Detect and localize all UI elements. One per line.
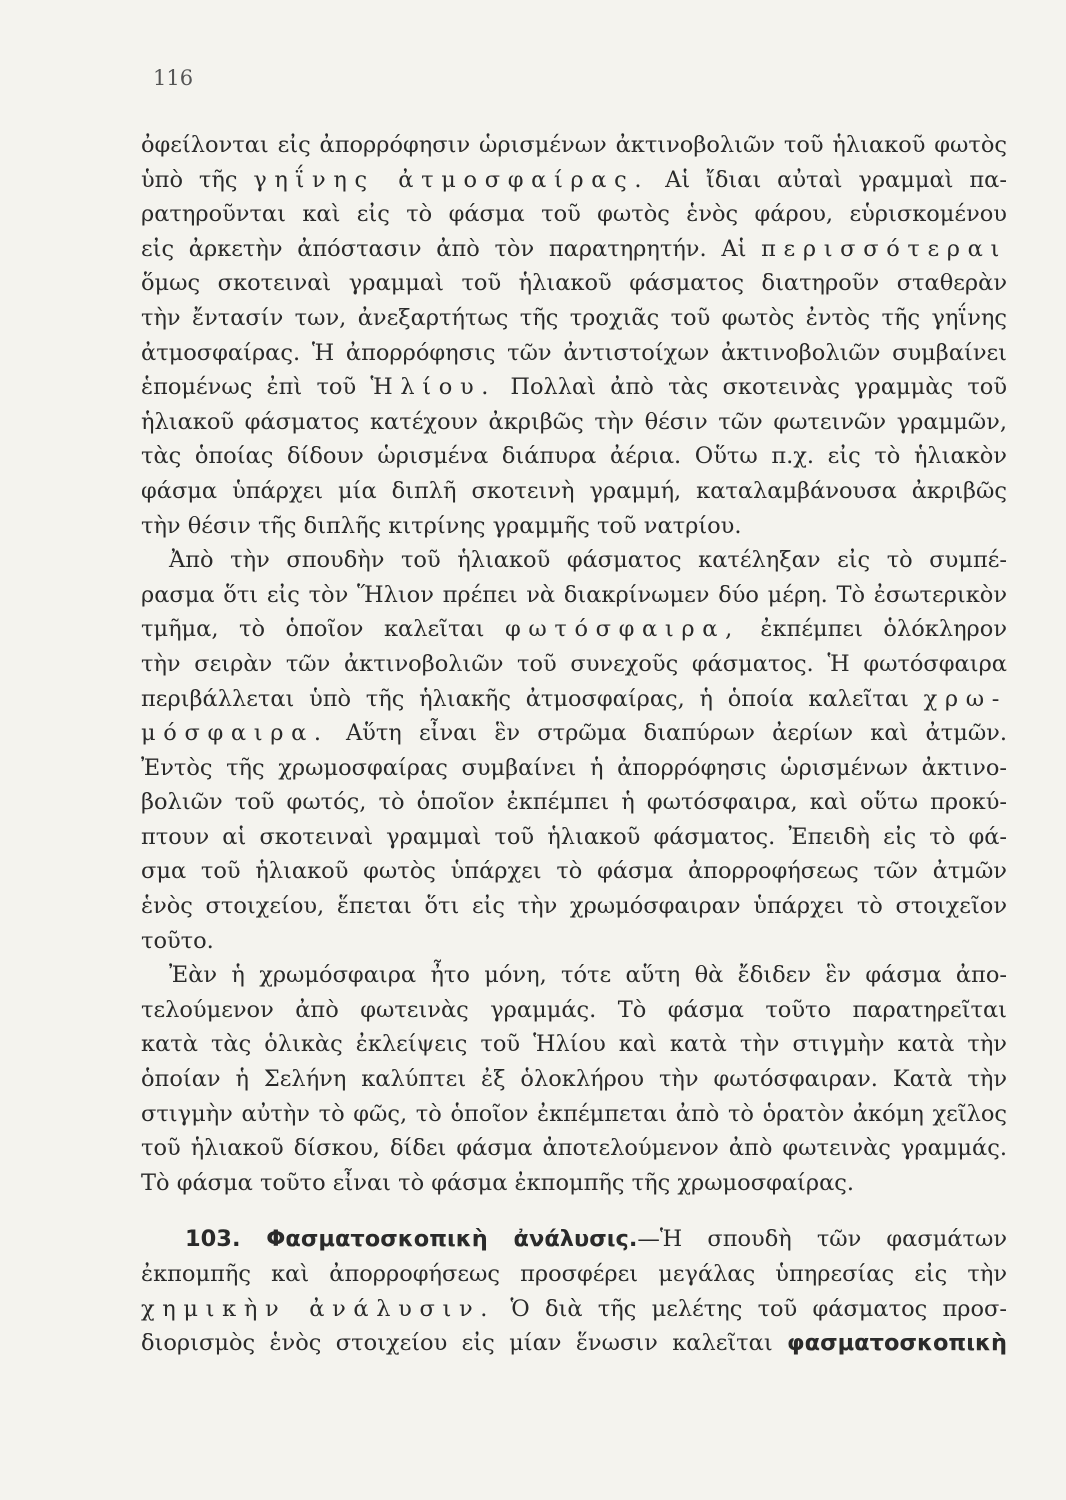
paragraph-3 <box>141 958 1007 1200</box>
text-line: Ἀπὸ τὴν σπουδὴν τοῦ ἡλιακοῦ φάσματος κατέληξαν εἰς τὸ συμπέ- <box>169 547 1007 574</box>
text-line: βολιῶν τοῦ φωτός, τὸ ὁποῖον ἐκπέμπει ἡ φωτόσφαιρα, καὶ οὕτω προκύ- <box>141 789 1007 816</box>
spaced-term: μόσφαιρα. <box>141 720 329 747</box>
section-heading: 103. Φασματοσκοπικὴ ἀνάλυσις. <box>185 1226 638 1253</box>
text-line: κατὰ τὰς ὁλικὰς ἐκλείψεις τοῦ Ἡλίου καὶ κατὰ τὴν στιγμὴν κατὰ τὴν <box>141 1031 1007 1058</box>
section-103 <box>141 1222 1007 1360</box>
text-line: χημικὴν ἀνάλυσιν. Ὁ διὰ τῆς μελέτης τοῦ φάσματος προσ- <box>141 1295 1007 1322</box>
text-line: μόσφαιρα. Αὕτη εἶναι ἓν στρῶμα διαπύρων ἀερίων καὶ ἀτμῶν. <box>141 720 1007 747</box>
paragraph-1 <box>141 128 1007 543</box>
text-line: Ἐὰν ἡ χρωμόσφαιρα ἦτο μόνη, τότε αὕτη θὰ ἔδιδεν ἓν φάσμα ἀπο- <box>169 962 1007 989</box>
text-line: τὴν ἔντασίν των, ἀνεξαρτήτως τῆς τροχιᾶς τοῦ φωτὸς ἐντὸς τῆς γηΐνης <box>141 304 1007 331</box>
bold-term: φασματοσκοπικὴ <box>787 1330 1007 1357</box>
text-line: 103. Φασματοσκοπικὴ ἀνάλυσις.—Ἡ σπουδὴ τῶν φασμάτων <box>185 1226 1007 1253</box>
text-line: ὅμως σκοτειναὶ γραμμαὶ τοῦ ἡλιακοῦ φάσματος διατηροῦν σταθερὰν <box>141 270 1007 297</box>
spaced-term: Ἡλίου. <box>370 374 497 401</box>
spaced-term: χρω- <box>923 685 1007 712</box>
text-line: τὴν θέσιν τῆς διπλῆς κιτρίνης γραμμῆς τοῦ νατρίου. <box>141 512 742 539</box>
text-line: εἰς ἀρκετὴν ἀπόστασιν ἀπὸ τὸν παρατηρητήν. Αἱ περισσότεραι <box>141 235 1007 262</box>
text-line: τοῦτο. <box>141 927 214 954</box>
text-line: τμῆμα, τὸ ὁποῖον καλεῖται φωτόσφαιρα, ἐκπέμπει ὁλόκληρον <box>141 616 1008 643</box>
text-line: ἡλιακοῦ φάσματος κατέχουν ἀκριβῶς τὴν θέσιν τῶν φωτεινῶν γραμμῶν, <box>141 408 1007 435</box>
spaced-term: χημικὴν ἀνάλυσιν. <box>141 1295 496 1322</box>
text-line: ἑπομένως ἐπὶ τοῦ Ἡλίου. Πολλαὶ ἀπὸ τὰς σκοτεινὰς γραμμὰς τοῦ <box>141 374 1008 401</box>
body-text <box>141 128 1007 1361</box>
paragraph-2 <box>141 543 1007 958</box>
text-line: ὁποίαν ἡ Σελήνη καλύπτει ἐξ ὁλοκλήρου τὴν φωτόσφαιραν. Κατὰ τὴν <box>141 1066 1007 1093</box>
text-line: ὑπὸ τῆς γηΐνης ἀτμοσφαίρας. Αἱ ἴδιαι αὐταὶ γραμμαὶ πα- <box>141 166 1007 193</box>
text-line: περιβάλλεται ὑπὸ τῆς ἡλιακῆς ἀτμοσφαίρας, ἡ ὁποία καλεῖται χρω- <box>141 685 1007 712</box>
text-line: φάσμα ὑπάρχει μία διπλῆ σκοτεινὴ γραμμή, καταλαμβάνουσα ἀκριβῶς <box>141 477 1007 504</box>
text-line: Τὸ φάσμα τοῦτο εἶναι τὸ φάσμα ἐκπομπῆς τῆς χρωμοσφαίρας. <box>141 1169 855 1196</box>
page-number: 116 <box>153 66 194 90</box>
text-line: ἐκπομπῆς καὶ ἀπορροφήσεως προσφέρει μεγάλας ὑπηρεσίας εἰς τὴν <box>141 1261 1007 1287</box>
text-line: στιγμὴν αὐτὴν τὸ φῶς, τὸ ὁποῖον ἐκπέμπεται ἀπὸ τὸ ὁρατὸν ἀκόμη χεῖλος <box>141 1100 1007 1127</box>
text-line: ρασμα ὅτι εἰς τὸν Ἥλιον πρέπει νὰ διακρίνωμεν δύο μέρη. Τὸ ἐσωτερικὸν <box>141 581 1007 608</box>
text-line: σμα τοῦ ἡλιακοῦ φωτὸς ὑπάρχει τὸ φάσμα ἀπορροφήσεως τῶν ἀτμῶν <box>141 858 1007 885</box>
text-line: τοῦ ἡλιακοῦ δίσκου, δίδει φάσμα ἀποτελούμενον ἀπὸ φωτεινὰς γραμμάς. <box>141 1135 1007 1162</box>
spaced-term: περισσότεραι <box>761 235 1007 262</box>
text-line: ἑνὸς στοιχείου, ἕπεται ὅτι εἰς τὴν χρωμόσφαιραν ὑπάρχει τὸ στοιχεῖον <box>141 893 1007 920</box>
text-line: τὴν σειρὰν τῶν ἀκτινοβολιῶν τοῦ συνεχοῦς φάσματος. Ἡ φωτόσφαιρα <box>141 650 1007 677</box>
text-line: ὀφείλονται εἰς ἀπορρόφησιν ὡρισμένων ἀκτινοβολιῶν τοῦ ἡλιακοῦ φωτὸς <box>141 132 1007 158</box>
text-line: τελούμενον ἀπὸ φωτεινὰς γραμμάς. Τὸ φάσμα τοῦτο παρατηρεῖται <box>141 996 1007 1023</box>
text-line: τὰς ὁποίας δίδουν ὡρισμένα διάπυρα ἀέρια. Οὕτω π.χ. εἰς τὸ ἡλιακὸν <box>141 443 1007 470</box>
section-gap <box>141 1200 1007 1222</box>
text-line: ἀτμοσφαίρας. Ἡ ἀπορρόφησις τῶν ἀντιστοίχων ἀκτινοβολιῶν συμβαίνει <box>141 339 1007 366</box>
spaced-term: φωτόσφαιρα, <box>504 616 740 643</box>
text-line: ρατηροῦνται καὶ εἰς τὸ φάσμα τοῦ φωτὸς ἑνὸς φάρου, εὑρισκομένου <box>141 201 1007 228</box>
text-line: Ἐντὸς τῆς χρωμοσφαίρας συμβαίνει ἡ ἀπορρόφησις ὡρισμένων ἀκτινο- <box>141 754 1007 781</box>
text-line: πτουν αἱ σκοτειναὶ γραμμαὶ τοῦ ἡλιακοῦ φάσματος. Ἐπειδὴ εἰς τὸ φά- <box>141 823 1007 850</box>
spaced-term: γηΐνης ἀτμοσφαίρας. <box>253 166 650 193</box>
text-line: διορισμὸς ἑνὸς στοιχείου εἰς μίαν ἕνωσιν καλεῖται φασματοσκοπικὴ <box>141 1330 1007 1357</box>
